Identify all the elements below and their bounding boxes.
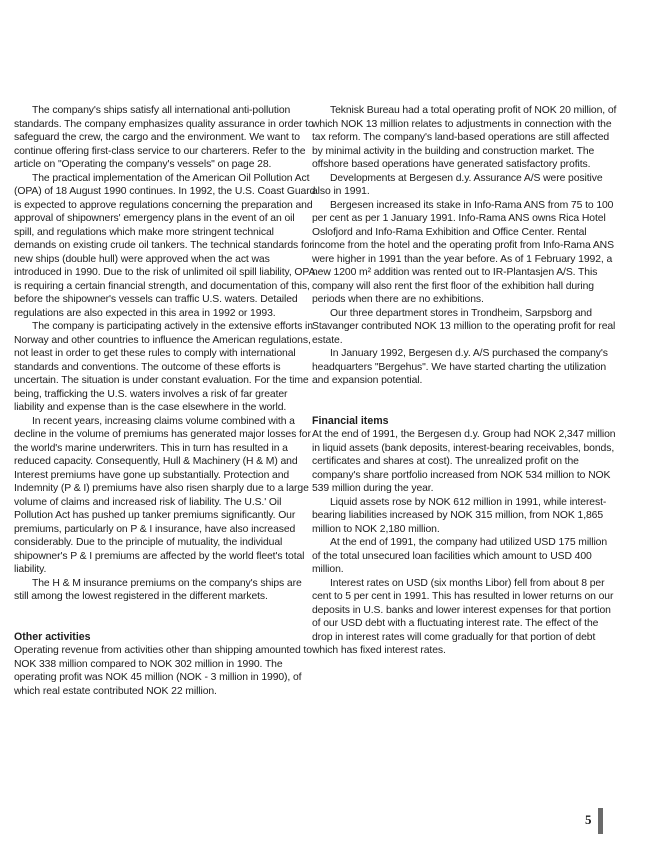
paragraph-liquid-assets: At the end of 1991, the Bergesen d.y. Group had NOK 2,347 million in liquid assets (bank deposits, interest-bearing receivables, bonds, certificates and shares at cost). The unrealized profit on the company's share portfolio increased from NOK 534 million to NOK 539 million during the year. xyxy=(312,429,616,494)
paragraph-assurance: Developments at Bergesen d.y. Assurance A/S were positive also in 1991. xyxy=(312,172,603,197)
other-activities-heading: Other activities xyxy=(14,630,91,643)
paragraph-regulation-efforts: The company is participating actively in the extensive efforts in Norway and other countries to influence the American regulations, not least in order to get these rules to comply with international standards and conventions. The outcome of these efforts is uncertain. The situation is under constant evaluation. For the time being, trafficking the U.S. waters involves a risk of far greater liability and expense than is the case elsewhere in the world. xyxy=(14,321,313,413)
paragraph-interest-rates: Interest rates on USD (six months Libor) fell from about 8 per cent to 5 per cent in 1991. This has resulted in lower returns on our deposits in U.S. banks and lower interest expenses for that portion of our USD debt with a fluctuating interest rate. The effect of the drop in interest rates will come gradually for that portion of debt which has fixed interest rates. xyxy=(312,577,614,656)
left-column xyxy=(14,104,317,698)
paragraph-other-revenue: Operating revenue from activities other than shipping amounted to NOK 338 million compared to NOK 302 million in 1990. The operating profit was NOK 45 million (NOK - 3 million in 1990), of which real estate contributed NOK 22 million. xyxy=(14,645,312,697)
paragraph-insurance-premiums: In recent years, increasing claims volume combined with a decline in the volume of premiums has generated major losses for the world's marine underwriters. This in turn has resulted in a reduced capacity. Consequently, Hull & Machinery (H & M) and Interest premiums have gone up substantially. Protection and Indemnity (P & I) premiums have also risen sharply due to a large volume of claims and increased risk of liability. The U.S.' Oil Pollution Act has pushed up tanker premiums significantly. Our premiums, particularly on P & I insurance, have also increased considerably. Due to the principle of mutuality, the individual shipowner's P & I premiums are affected by the world fleet's total liability. xyxy=(14,415,311,575)
spacer xyxy=(14,604,317,631)
paragraph-department-stores: Our three department stores in Trondheim, Sarpsborg and Stavanger contributed NOK 13 million to the operating profit for real estate. xyxy=(312,307,616,346)
paragraph-opa: The practical implementation of the American Oil Pollution Act (OPA) of 18 August 1990 continues. In 1992, the U.S. Coast Guard is expected to approve regulations concerning the preparation and approval of shipowners' emergency plans in the event of an oil spill, and regulations which make more stringent technical demands on existing crude oil tankers. The technical standards for new ships (double hull) were approved when the act was introduced in 1990. Due to the risk of unlimited oil spill liability, OPA is requiring a certain financial strength, and documentation of this, before the shipowner's vessels can traffic U.S. waters. Detailed regulations are also expected in this area in 1992 or 1993. xyxy=(14,172,316,319)
paragraph-teknisk-bureau: Teknisk Bureau had a total operating profit of NOK 20 million, of which NOK 13 million relates to adjustments in connection with the tax reform. The company's land-based operations are still affected by minimal activity in the building and construction market. The offshore based operations have generated satisfactory profits. xyxy=(312,105,617,170)
spacer xyxy=(312,388,618,415)
paragraph-anti-pollution: The company's ships satisfy all international anti-pollution standards. The company emphasizes quality assurance in order to safeguard the crew, the cargo and the environment. We want to continue offering first-class service to our charterers. Refer to the article on "Operating the company's vessels" on page 28. xyxy=(14,105,314,170)
financial-items-heading: Financial items xyxy=(312,414,389,427)
paragraph-bergehus: In January 1992, Bergesen d.y. A/S purchased the company's headquarters "Bergehus". We have started charting the utilization and expansion potential. xyxy=(312,348,608,386)
page-number: 5 xyxy=(585,812,592,827)
paragraph-info-rama: Bergesen increased its stake in Info-Rama ANS from 75 to 100 per cent as per 1 January 1991. Info-Rama ANS owns Rica Hotel Oslofjord and Info-Rama Exhibition and Office Center. Rental income from the hotel and the operating profit from Info-Rama ANS were higher in 1991 than the year before. As of 1 February 1992, a new 1200 m² addition was rented out to IR-Plantasjen A/S. This company will also rent the first floor of the exhibition hall during periods when there are no exhibitions. xyxy=(312,199,614,305)
page-edge-bar xyxy=(598,808,603,834)
paragraph-hm-premiums: The H & M insurance premiums on the company's ships are still among the lowest registered in the different markets. xyxy=(14,577,302,602)
paragraph-loan-facilities: At the end of 1991, the company had utilized USD 175 million of the total unsecured loan facilities which amount to USD 400 million. xyxy=(312,537,608,575)
right-column xyxy=(312,104,618,658)
paragraph-liquid-assets-rise: Liquid assets rose by NOK 612 million in 1991, while interest-bearing liabilities increased by NOK 315 million, from NOK 1,865 million to NOK 2,180 million. xyxy=(312,496,607,535)
